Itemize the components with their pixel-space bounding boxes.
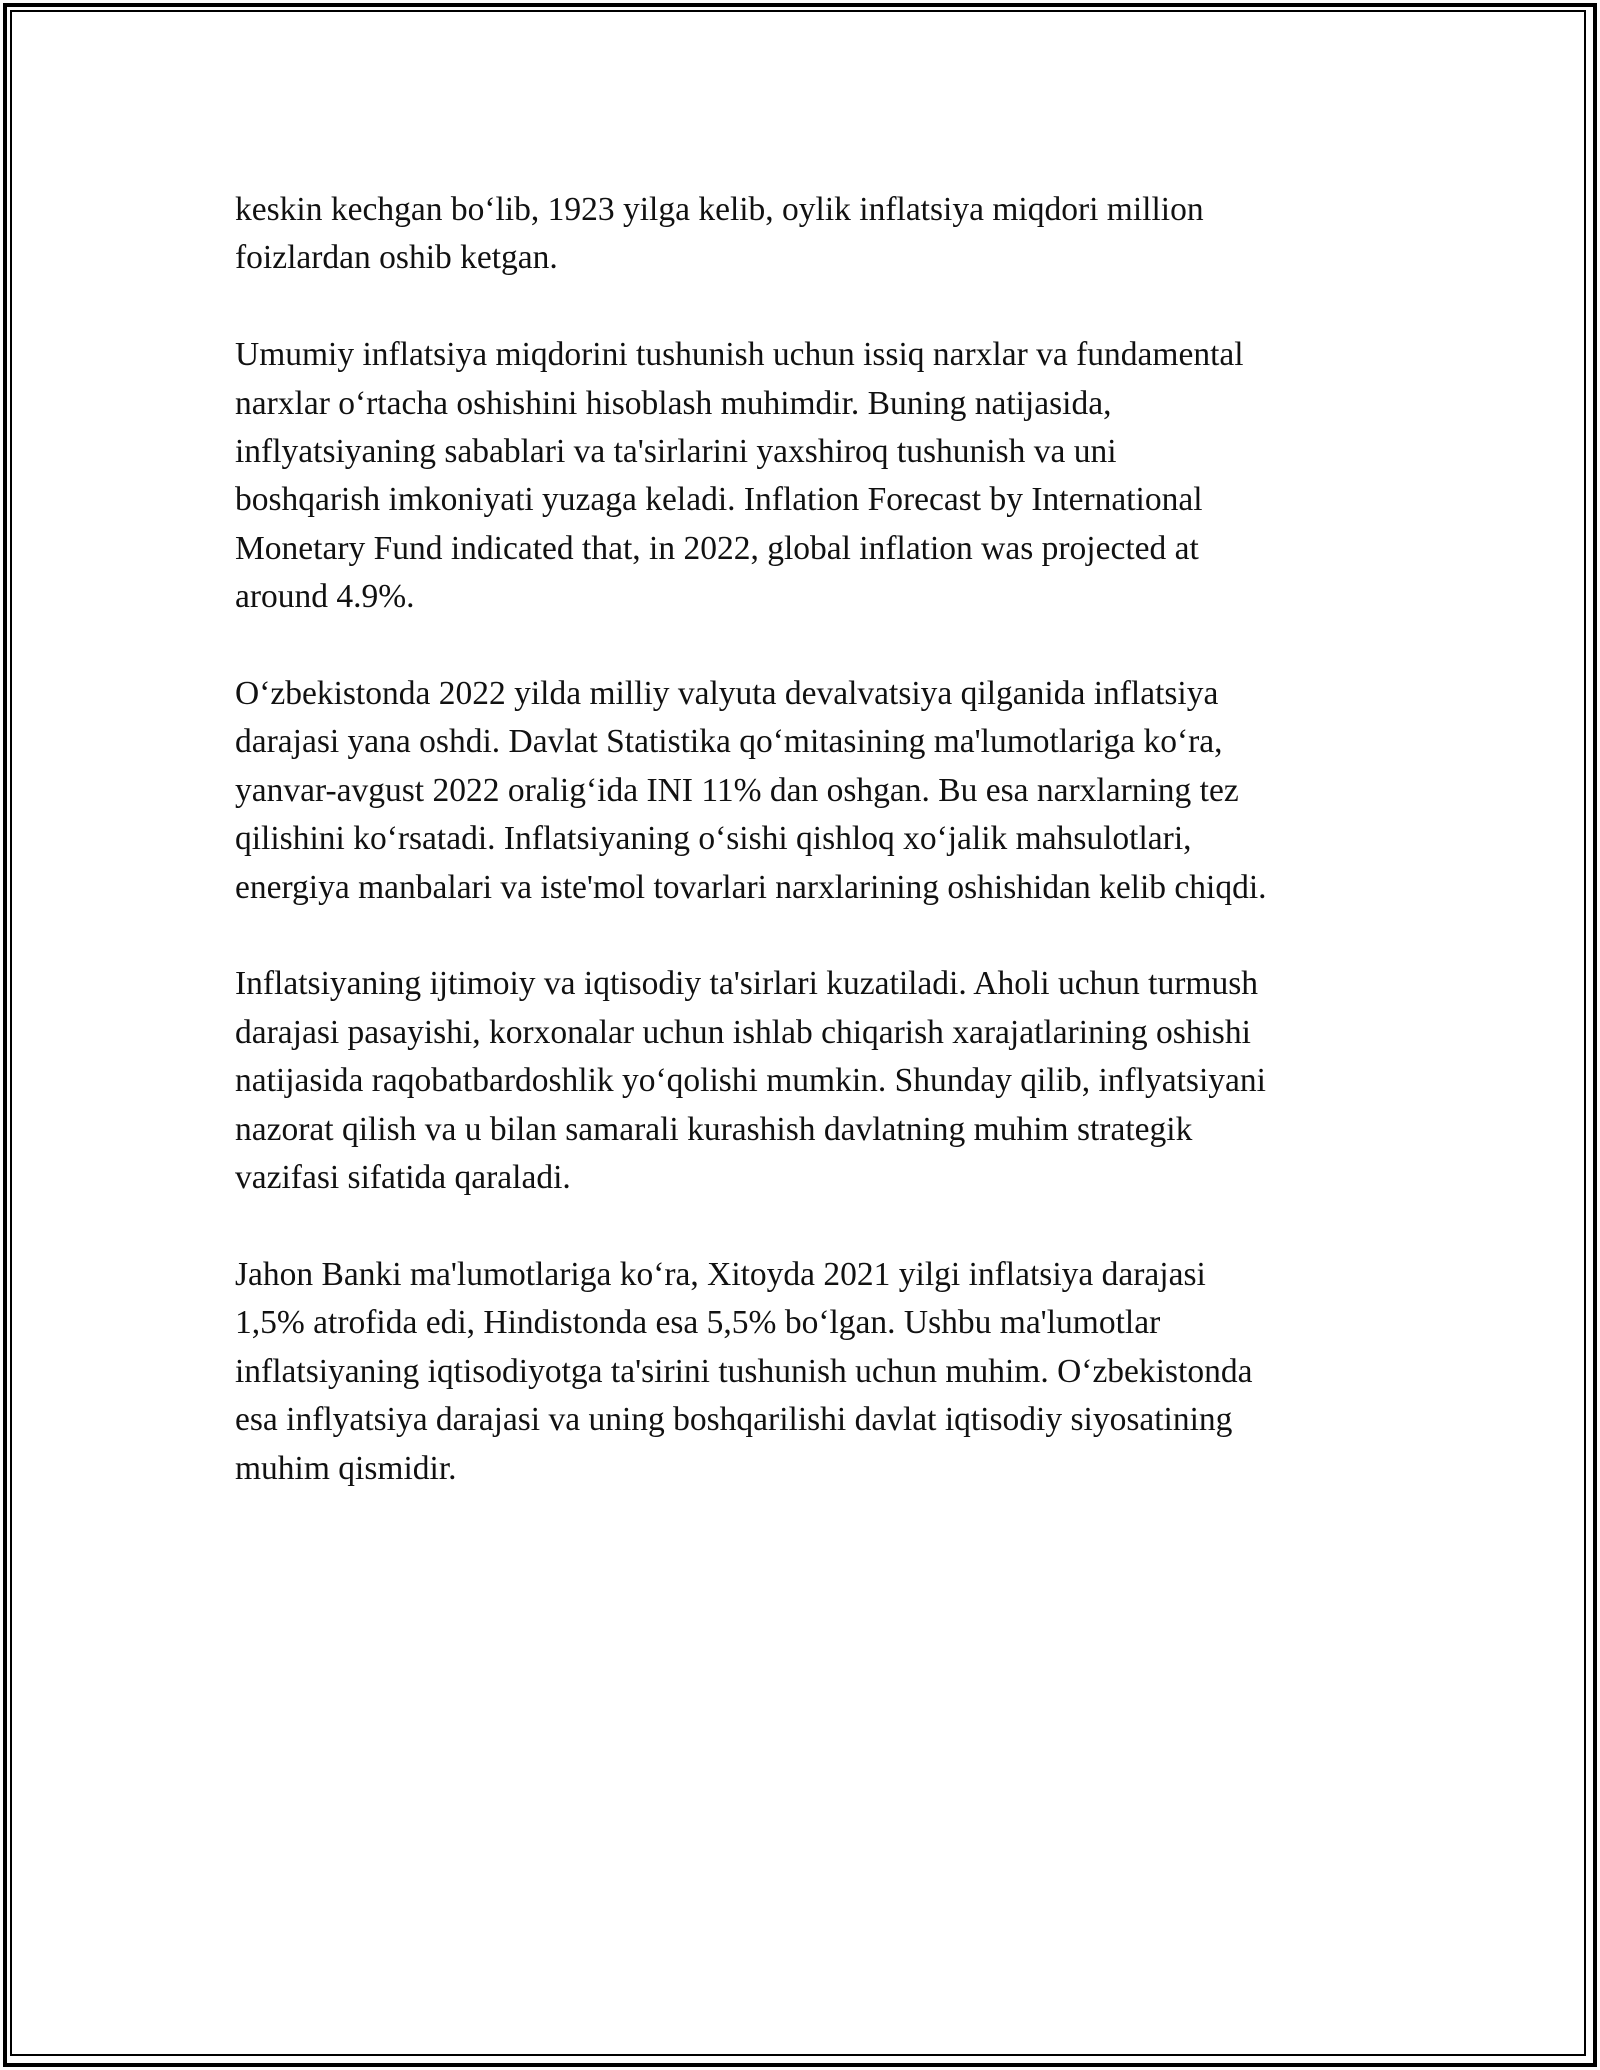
text-line: Monetary Fund indicated that, in 2022, global inflation was projected at [235,529,1199,567]
text-line: darajasi yana oshdi. Davlat Statistika qo‘mitasining ma'lumotlariga ko‘ra, [235,723,1223,761]
text-line: esa inflyatsiya darajasi va uning boshqarilishi davlat iqtisodiy siyosatining [235,1401,1233,1439]
text-line: nazorat qilish va u bilan samarali kurashish davlatning muhim strategik [235,1110,1193,1148]
text-line: vazifasi sifatida qaraladi. [235,1159,571,1197]
text-line: Jahon Banki ma'lumotlariga ko‘ra, Xitoyda 2021 yilgi inflatsiya darajasi [235,1255,1206,1293]
paragraph-5 [235,1251,1385,1493]
paragraph-2 [235,331,1385,621]
text-line: yanvar-avgust 2022 oralig‘ida INI 11% dan oshgan. Bu esa narxlarning tez [235,771,1239,809]
text-line: inflatsiyaning iqtisodiyotga ta'sirini tushunish uchun muhim. O‘zbekistonda [235,1352,1253,1390]
paragraph-1 [235,186,1385,283]
text-line: keskin kechgan bo‘lib, 1923 yilga kelib, oylik inflatsiya miqdori million [235,191,1204,228]
text-line: natijasida raqobatbardoshlik yo‘qolishi mumkin. Shunday qilib, inflyatsiyani [235,1062,1266,1100]
text-line: inflyatsiyaning sabablari va ta'sirlarini yaxshiroq tushunish va uni [235,433,1117,471]
text-line: O‘zbekistonda 2022 yilda milliy valyuta devalvatsiya qilganida inflatsiya [235,675,1219,713]
document-body [235,186,1385,1541]
text-line: energiya manbalari va iste'mol tovarlari narxlarining oshishidan kelib chiqdi. [235,868,1267,906]
text-line: 1,5% atrofida edi, Hindistonda esa 5,5% bo‘lgan. Ushbu ma'lumotlar [235,1304,1161,1342]
text-line: foizlardan oshib ketgan. [235,239,558,277]
text-line: Inflatsiyaning ijtimoiy va iqtisodiy ta'sirlari kuzatiladi. Aholi uchun turmush [235,965,1258,1003]
text-line: qilishini ko‘rsatadi. Inflatsiyaning o‘sishi qishloq xo‘jalik mahsulotlari, [235,820,1192,858]
text-line: darajasi pasayishi, korxonalar uchun ishlab chiqarish xarajatlarining oshishi [235,1013,1251,1051]
paragraph-3 [235,670,1385,912]
text-line: muhim qismidir. [235,1449,457,1487]
text-line: Umumiy inflatsiya miqdorini tushunish uchun issiq narxlar va fundamental [235,336,1244,374]
paragraph-4 [235,960,1385,1202]
text-line: boshqarish imkoniyati yuzaga keladi. Inflation Forecast by International [235,481,1203,519]
text-line: around 4.9%. [235,578,415,616]
text-line: narxlar o‘rtacha oshishini hisoblash muhimdir. Buning natijasida, [235,384,1112,422]
